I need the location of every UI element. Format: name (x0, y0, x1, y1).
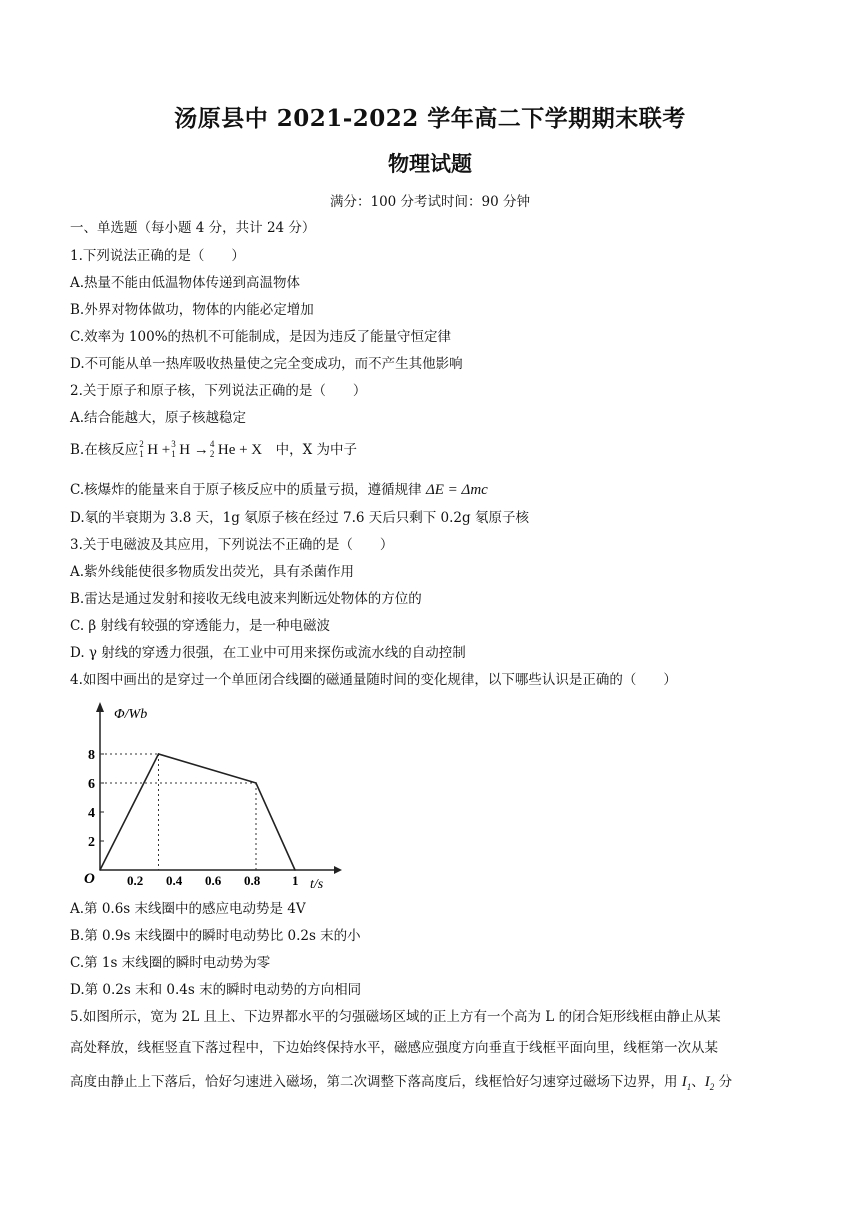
x-axis-arrow (334, 866, 342, 874)
flux-graph-svg (72, 700, 342, 895)
q3-option-a: A.紫外线能使很多物质发出荧光，具有杀菌作用 (70, 564, 355, 580)
flux-data-point (99, 869, 101, 871)
current-i2: $I_2$ (704, 1074, 715, 1092)
q1-option-d: D.不可能从单一热库吸收热量使之完全变成功，而不产生其他影响 (70, 356, 463, 372)
flux-data-point (294, 869, 296, 871)
flux-time-graph (72, 700, 342, 895)
nuclear-equation: 2 1 H + 3 1 H → 4 2 He + X (139, 439, 263, 459)
q4-option-d: D.第 0.2s 末和 0.4s 末的瞬时电动势的方向相同 (70, 982, 362, 998)
q1-option-c: C.效率为 100%的热机不可能制成，是因为违反了能量守恒定律 (70, 329, 452, 345)
exam-title: 汤原县中 2021-2022 学年高二下学期期末联考 (174, 105, 686, 132)
flux-series-line (100, 754, 295, 870)
y-tick-label: 6 (88, 777, 95, 792)
q2-option-b (70, 438, 357, 459)
q4-option-a: A.第 0.6s 末线圈中的感应电动势是 4V (70, 901, 306, 917)
q4-stem: 4.如图中画出的是穿过一个单匝闭合线圈的磁通量随时间的变化规律，以下哪些认识是正确的（ ） (70, 672, 677, 688)
section-heading: 一、单选题（每小题 4 分，共计 24 分） (70, 220, 316, 236)
flux-data-point (255, 782, 257, 784)
q2-option-b-prefix: B.在核反应 (70, 442, 139, 458)
q5-line-3-text: 高度由静止上下落后，恰好匀速进入磁场，第二次调整下落高度后，线框恰好匀速穿过磁场下边界，用 (70, 1074, 678, 1090)
origin-label: O (84, 871, 95, 887)
q2-option-c (70, 478, 488, 499)
q3-option-c: C. β 射线有较强的穿透能力，是一种电磁波 (70, 618, 331, 634)
x-tick-label: 0.8 (244, 873, 261, 888)
x-tick-label: 0.6 (205, 873, 222, 888)
q4-option-c: C.第 1s 末线圈的瞬时电动势为零 (70, 955, 271, 971)
x-tick-label: 0.4 (166, 873, 183, 888)
exam-meta: 满分：100 分考试时间：90 分钟 (329, 194, 531, 210)
q5-line-1: 5.如图所示，宽为 2L 且上、下边界都水平的匀强磁场区域的正上方有一个高为 L 的闭合矩形线框由静止从某 (70, 1009, 721, 1025)
q2-option-c-text: C.核爆炸的能量来自于原子核反应中的质量亏损，遵循规律 (70, 482, 422, 498)
x-tick-label: 1 (292, 873, 299, 888)
q3-option-d: D. γ 射线的穿透力很强，在工业中可用来探伤或流水线的自动控制 (70, 645, 466, 661)
y-tick-label: 4 (88, 806, 95, 821)
q5-line-2: 高处释放，线框竖直下落过程中，下边始终保持水平，磁感应强度方向垂直于线框平面向里，线框第一次从某 (70, 1040, 718, 1056)
q4-option-b: B.第 0.9s 末线圈中的瞬时电动势比 0.2s 末的小 (70, 928, 361, 944)
y-tick-label: 2 (88, 835, 95, 850)
q2-stem: 2.关于原子和原子核，下列说法正确的是（ ） (70, 383, 367, 399)
q2-option-d: D.氡的半衰期为 3.8 天，1g 氡原子核在经过 7.6 天后只剩下 0.2g 氡原子核 (70, 510, 529, 526)
x-tick-label: 0.2 (127, 873, 144, 888)
q3-option-b: B.雷达是通过发射和接收无线电波来判断远处物体的方位的 (70, 591, 422, 607)
q2-option-a: A.结合能越大，原子核越稳定 (70, 410, 247, 426)
mass-energy-formula: ΔE = Δmc (425, 482, 488, 498)
q1-option-b: B.外界对物体做功，物体的内能必定增加 (70, 302, 314, 318)
q1-option-a: A.热量不能由低温物体传递到高温物体 (70, 275, 301, 291)
q1-stem: 1.下列说法正确的是（ ） (70, 248, 245, 264)
subject-title: 物理试题 (388, 151, 472, 176)
y-axis-label: Φ/Wb (114, 707, 148, 722)
y-axis-arrow (96, 702, 104, 712)
flux-data-point (158, 753, 160, 755)
x-axis-label: t/s (310, 877, 324, 892)
q2-option-b-suffix: 中，X 为中子 (262, 442, 358, 458)
current-i1: $I_1$ (681, 1074, 692, 1092)
q3-stem: 3.关于电磁波及其应用，下列说法不正确的是（ ） (70, 537, 394, 553)
y-tick-label: 8 (88, 748, 95, 763)
q5-line-3: 高度由静止上下落后，恰好匀速进入磁场，第二次调整下落高度后，线框恰好匀速穿过磁场下边界，用 $I_1$、$I_2$ 分 (70, 1074, 733, 1092)
